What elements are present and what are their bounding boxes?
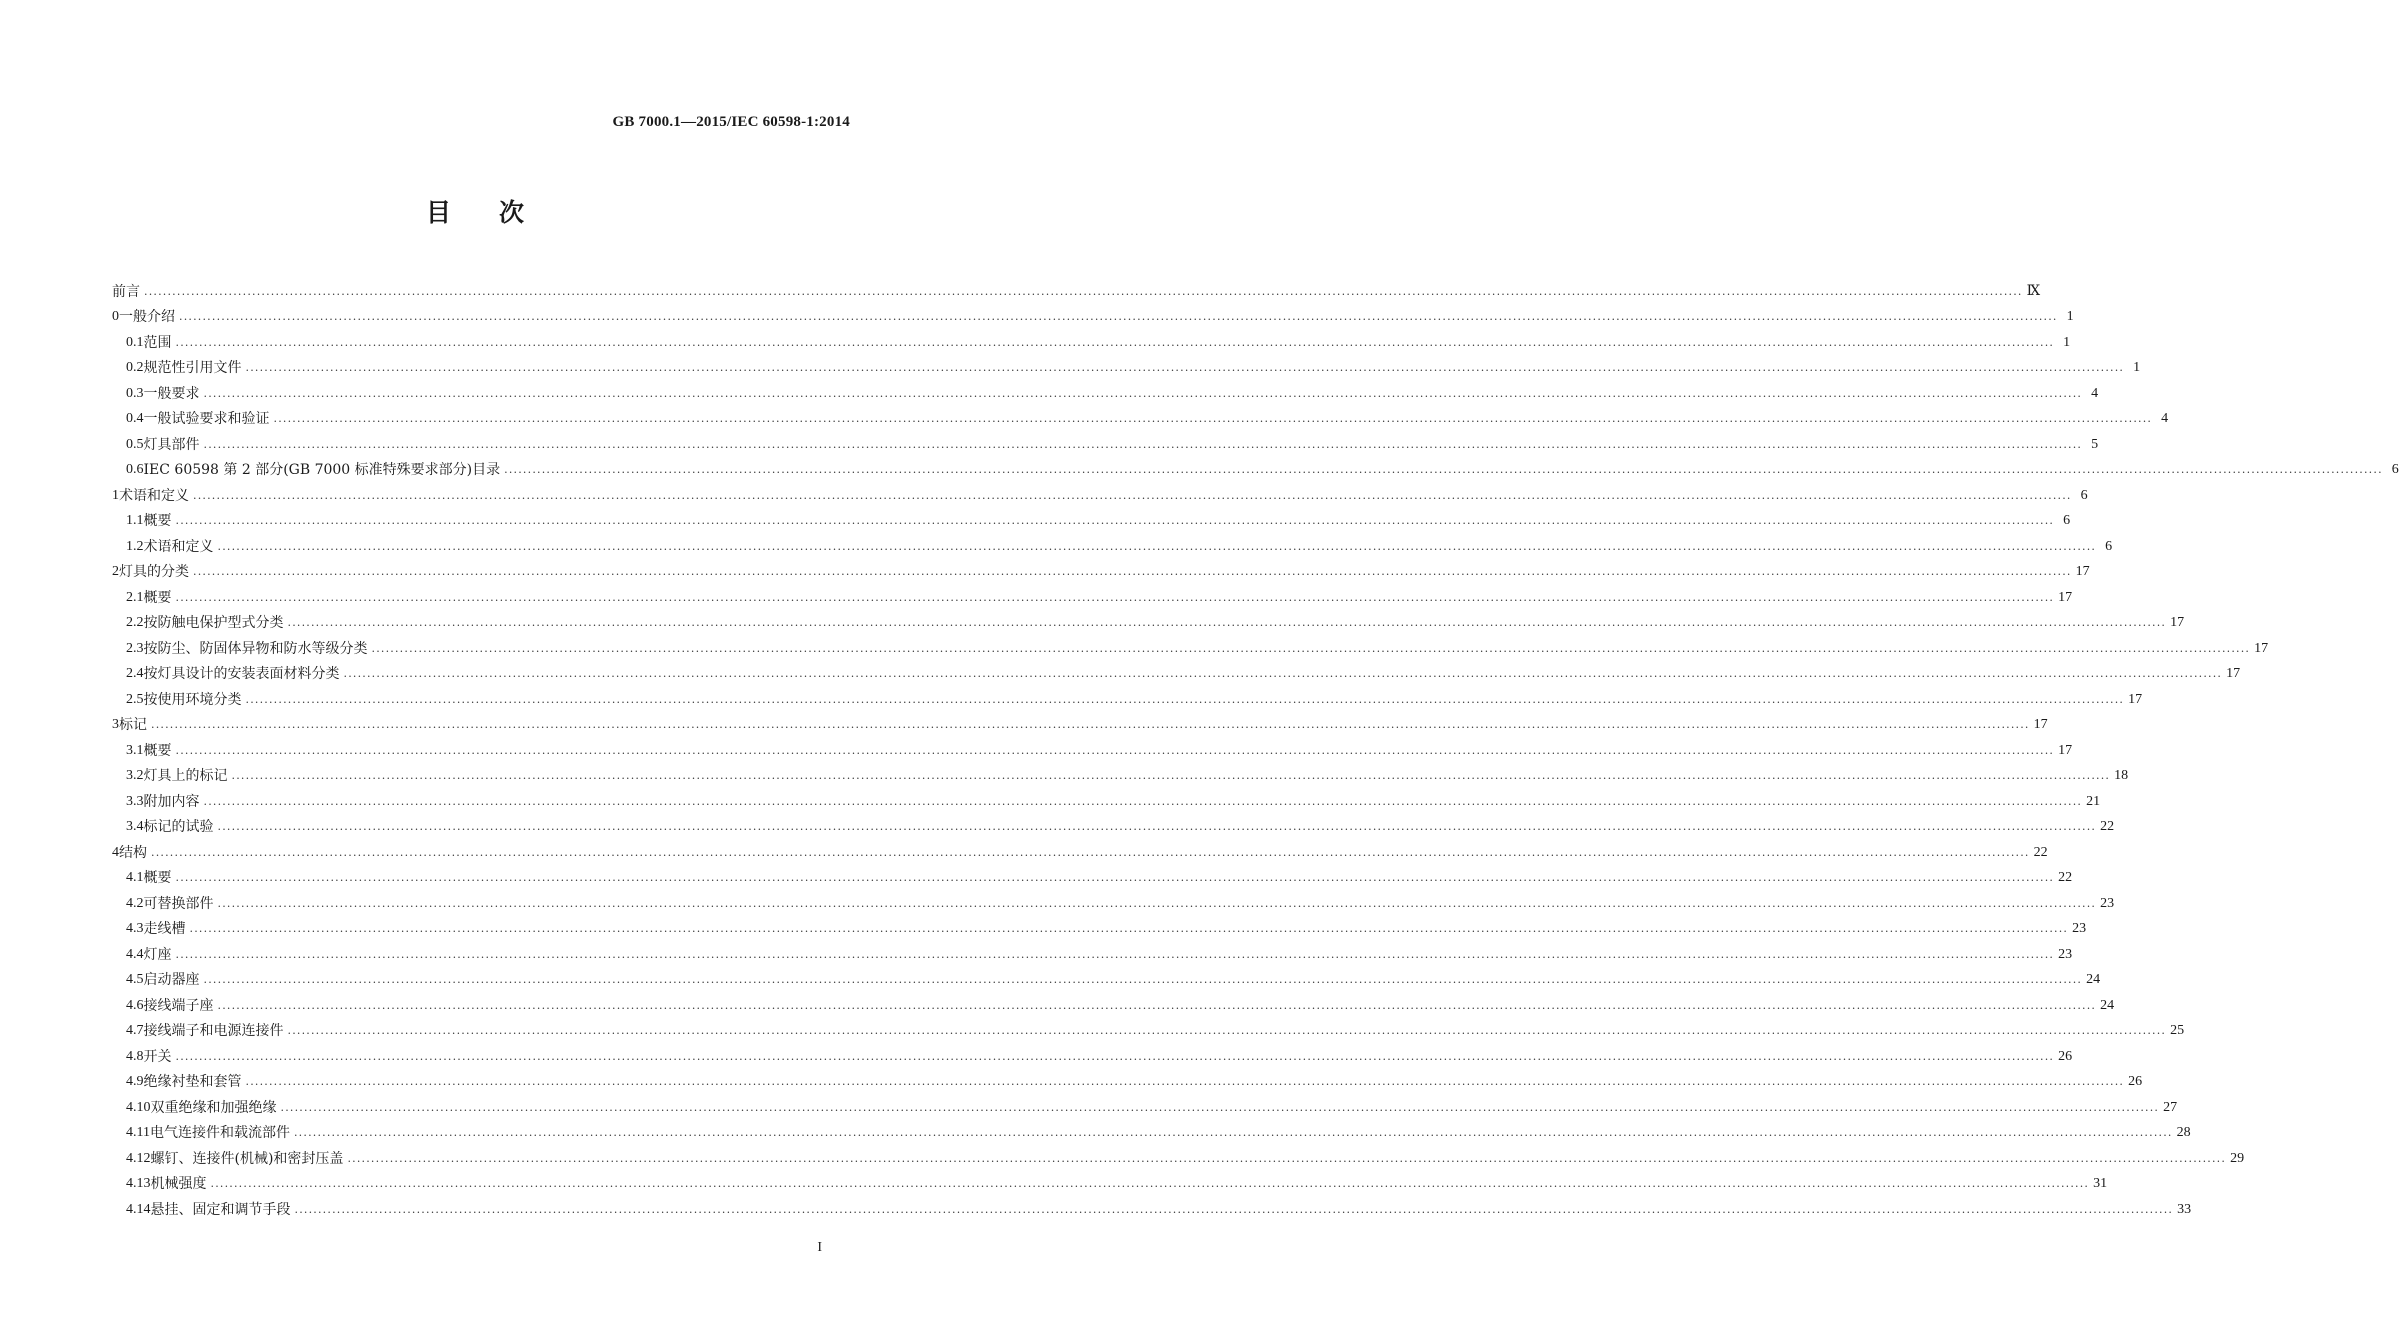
toc-entry-title: 接线端子和电源连接件 — [143, 1023, 284, 1039]
toc-entry-page: 23 — [2100, 895, 2115, 911]
toc-leader-dots: ................................................................................................................................................................................................................................................................................................................................................................................................................ — [343, 667, 2223, 680]
toc-entry-number: 4.10 — [126, 1099, 151, 1115]
toc-entry-title: 灯具部件 — [143, 436, 200, 453]
toc-entry[interactable] — [112, 326, 2071, 352]
toc-entry-number: 2.1 — [126, 589, 144, 605]
toc-leader-dots: ................................................................................................................................................................................................................................................................................................................................................................................................................ — [231, 769, 2111, 782]
toc-entry-number: 0.4 — [126, 411, 144, 426]
toc-entry-page: 17 — [2226, 666, 2241, 681]
toc-entry-number: 1.1 — [126, 513, 144, 528]
toc-entry-title: 标记 — [119, 717, 147, 733]
toc-entry-page: 21 — [2086, 793, 2101, 809]
toc-entry[interactable] — [112, 836, 2048, 862]
toc-entry[interactable] — [112, 1015, 2185, 1041]
toc-entry-number: 2.2 — [126, 615, 144, 630]
toc-entry[interactable] — [112, 530, 2113, 556]
toc-entry-page: 26 — [2058, 1048, 2073, 1064]
toc-entry-page: 6 — [2063, 513, 2071, 528]
toc-leader-dots: ................................................................................................................................................................................................................................................................................................................................................................................................................ — [175, 1049, 2055, 1063]
toc-entry-page: 25 — [2170, 1023, 2185, 1038]
toc-entry-number: 0.1 — [126, 334, 144, 350]
toc-leader-dots: ................................................................................................................................................................................................................................................................................................................................................................................................................ — [175, 871, 2055, 884]
toc-entry-title: 一般介绍 — [119, 309, 175, 325]
toc-entry-title: 结构 — [119, 844, 147, 861]
toc-leader-dots: ................................................................................................................................................................................................................................................................................................................................................................................................................ — [217, 539, 2097, 553]
toc-entry[interactable] — [112, 1168, 2108, 1194]
toc-leader-dots: ................................................................................................................................................................................................................................................................................................................................................................................................................ — [175, 947, 2055, 961]
toc-entry[interactable] — [112, 938, 2073, 964]
toc-leader-dots: ................................................................................................................................................................................................................................................................................................................................................................................................................ — [504, 463, 2383, 476]
toc-leader-dots: ................................................................................................................................................................................................................................................................................................................................................................................................................ — [193, 488, 2072, 502]
toc-entry-title: 术语和定义 — [143, 538, 214, 555]
toc-entry-title: 标记的试验 — [143, 819, 214, 835]
toc-entry[interactable] — [112, 556, 2090, 582]
toc-leader-dots: ................................................................................................................................................................................................................................................................................................................................................................................................................ — [217, 896, 2097, 910]
toc-entry-page: 17 — [2170, 615, 2185, 630]
toc-entry-title: 电气连接件和载流部件 — [149, 1125, 290, 1141]
toc-entry-page: 17 — [2058, 742, 2073, 758]
toc-entry-page: 1 — [2133, 360, 2141, 375]
toc-entry-title: 悬挂、固定和调节手段 — [150, 1201, 291, 1218]
toc-entry[interactable] — [112, 760, 2129, 786]
toc-entry-title: 一般要求 — [143, 385, 200, 402]
toc-entry-title: 灯具的分类 — [119, 564, 189, 580]
toc-leader-dots: ................................................................................................................................................................................................................................................................................................................................................................................................................ — [175, 514, 2055, 527]
toc-leader-dots: ................................................................................................................................................................................................................................................................................................................................................................................................................ — [210, 1177, 2090, 1190]
toc-entry[interactable] — [112, 403, 2169, 429]
toc-entry-title: 灯座 — [143, 946, 172, 963]
toc-entry[interactable] — [112, 658, 2241, 684]
toc-entry-title: 按使用环境分类 — [143, 691, 242, 708]
toc-entry-title: 一般试验要求和验证 — [143, 411, 270, 427]
toc-leader-dots: ................................................................................................................................................................................................................................................................................................................................................................................................................ — [203, 437, 2083, 451]
toc-entry[interactable] — [112, 785, 2101, 811]
toc-entry[interactable] — [112, 581, 2073, 607]
toc-entry-page: 24 — [2100, 997, 2115, 1013]
toc-leader-dots: ................................................................................................................................................................................................................................................................................................................................................................................................................ — [151, 718, 2030, 731]
toc-entry-page: 33 — [2177, 1201, 2192, 1217]
toc-entry-page: 22 — [2100, 819, 2115, 834]
toc-leader-dots: ................................................................................................................................................................................................................................................................................................................................................................................................................ — [217, 820, 2097, 833]
toc-entry-number: 4.7 — [126, 1023, 144, 1038]
footer-page-number: I — [817, 1240, 822, 1255]
toc-entry-page: 17 — [2254, 640, 2269, 656]
toc-leader-dots: ................................................................................................................................................................................................................................................................................................................................................................................................................ — [203, 973, 2083, 986]
toc-entry-number: 4.3 — [126, 921, 144, 936]
toc-entry-title: 可替换部件 — [143, 895, 214, 912]
toc-entry[interactable] — [112, 479, 2088, 505]
toc-entry-page: 1 — [2063, 334, 2071, 350]
toc-entry[interactable] — [112, 887, 2115, 913]
toc-entry-title: 范围 — [143, 334, 172, 351]
toc-entry[interactable] — [112, 709, 2048, 735]
toc-entry[interactable] — [112, 734, 2073, 760]
toc-entry-number: 4.2 — [126, 895, 144, 911]
toc-entry-title: 灯具上的标记 — [143, 768, 228, 784]
toc-leader-dots: ................................................................................................................................................................................................................................................................................................................................................................................................................ — [245, 361, 2125, 374]
toc-entry[interactable] — [112, 683, 2143, 709]
toc-leader-dots: ................................................................................................................................................................................................................................................................................................................................................................................................................ — [193, 565, 2072, 578]
toc-entry-title: 概要 — [143, 589, 172, 606]
toc-entry-number: 3 — [112, 717, 119, 732]
toc-leader-dots: ................................................................................................................................................................................................................................................................................................................................................................................................................ — [287, 616, 2167, 629]
toc-entry-number: 4.1 — [126, 870, 144, 885]
toc-entry-page: 31 — [2093, 1176, 2108, 1191]
toc-entry-number: 4.12 — [126, 1150, 151, 1166]
toc-entry-title: 走线槽 — [143, 921, 186, 937]
toc-entry-number: 4.6 — [126, 997, 144, 1013]
toc-entry-title: 螺钉、连接件(机械)和密封压盖 — [150, 1150, 344, 1167]
toc-entry-number: 0.5 — [126, 436, 144, 452]
toc-entry-number: 3.1 — [126, 742, 144, 758]
toc-entry[interactable] — [112, 428, 2099, 454]
toc-leader-dots: ................................................................................................................................................................................................................................................................................................................................................................................................................ — [189, 922, 2069, 935]
toc-entry-page: 6 — [2105, 538, 2113, 554]
toc-entry[interactable] — [112, 811, 2115, 837]
toc-entry-title: 启动器座 — [143, 972, 200, 988]
toc-entry-page: 17 — [2058, 589, 2073, 605]
toc-leader-dots: ................................................................................................................................................................................................................................................................................................................................................................................................................ — [280, 1100, 2160, 1114]
toc-entry-number: 3.2 — [126, 768, 144, 783]
toc-entry[interactable] — [112, 1040, 2073, 1066]
toc-entry[interactable] — [112, 505, 2071, 531]
toc-leader-dots: ................................................................................................................................................................................................................................................................................................................................................................................................................ — [293, 1126, 2173, 1139]
toc-entry[interactable] — [112, 989, 2115, 1015]
toc-entry-title: 绝缘衬垫和套管 — [143, 1074, 242, 1090]
toc-entry-page: 4 — [2091, 385, 2099, 401]
toc-leader-dots: ................................................................................................................................................................................................................................................................................................................................................................................................................ — [371, 641, 2251, 655]
toc-leader-dots: ................................................................................................................................................................................................................................................................................................................................................................................................................ — [175, 335, 2055, 349]
toc-entry-title: 双重绝缘和加强绝缘 — [150, 1099, 277, 1116]
toc-entry-number: 2.4 — [126, 666, 144, 681]
toc-entry[interactable] — [112, 301, 2074, 327]
page-title — [0, 193, 950, 229]
toc-entry-page: 24 — [2086, 972, 2101, 987]
toc-entry-title: IEC 60598 第 2 部分(GB 7000 标准特殊要求部分)目录 — [143, 462, 501, 478]
toc-entry-page: 18 — [2114, 768, 2129, 783]
toc-entry-page: 27 — [2163, 1099, 2178, 1115]
toc-entry-page: 6 — [2391, 462, 2399, 477]
toc-entry-number: 2 — [112, 564, 119, 579]
toc-entry[interactable] — [112, 275, 2041, 301]
toc-leader-dots: ................................................................................................................................................................................................................................................................................................................................................................................................................ — [151, 845, 2030, 859]
toc-entry[interactable] — [112, 607, 2185, 633]
toc-entry-title: 前言 — [112, 283, 140, 300]
toc-leader-dots: ................................................................................................................................................................................................................................................................................................................................................................................................................ — [203, 794, 2083, 808]
toc-entry-number: 1.2 — [126, 538, 144, 554]
toc-entry-number: 4 — [112, 844, 119, 860]
toc-entry-page: 28 — [2176, 1125, 2191, 1140]
toc-entry[interactable] — [112, 352, 2141, 378]
toc-entry-title: 概要 — [143, 513, 172, 529]
toc-leader-dots: ................................................................................................................................................................................................................................................................................................................................................................................................................ — [273, 412, 2153, 425]
toc-entry-number: 4.9 — [126, 1074, 144, 1089]
toc-entry-page: 4 — [2161, 411, 2169, 426]
table-of-contents — [112, 275, 2399, 1219]
toc-entry[interactable] — [112, 964, 2101, 990]
toc-entry-number: 0.2 — [126, 360, 144, 375]
toc-entry[interactable] — [112, 1117, 2191, 1143]
toc-entry[interactable] — [112, 454, 2399, 480]
toc-entry-page: 17 — [2128, 691, 2143, 707]
toc-entry-page: 22 — [2033, 844, 2048, 860]
toc-entry-number: 4.4 — [126, 946, 144, 962]
toc-entry[interactable] — [112, 1142, 2245, 1168]
toc-entry-number: 3.4 — [126, 819, 144, 834]
toc-entry-title: 开关 — [143, 1048, 172, 1065]
toc-entry-page: 23 — [2058, 946, 2073, 962]
toc-entry[interactable] — [112, 1091, 2178, 1117]
page-title-char-1: 目 — [425, 198, 451, 227]
toc-leader-dots: ................................................................................................................................................................................................................................................................................................................................................................................................................ — [294, 1202, 2174, 1216]
toc-entry-page: 1 — [2066, 309, 2074, 324]
toc-entry-page: 5 — [2091, 436, 2099, 452]
toc-entry-title: 接线端子座 — [143, 997, 214, 1014]
toc-entry-title: 机械强度 — [150, 1176, 207, 1192]
standard-number: GB 7000.1—2015/IEC 60598-1:2014 — [612, 114, 850, 130]
toc-entry-page: 6 — [2080, 487, 2088, 503]
toc-entry-title: 按防触电保护型式分类 — [143, 615, 284, 631]
toc-entry-page: 22 — [2058, 870, 2073, 885]
toc-entry[interactable] — [112, 913, 2087, 939]
toc-entry-number: 4.8 — [126, 1048, 144, 1064]
toc-entry-page: 17 — [2033, 717, 2048, 732]
toc-entry[interactable] — [112, 632, 2269, 658]
toc-leader-dots: ................................................................................................................................................................................................................................................................................................................................................................................................................ — [347, 1151, 2227, 1165]
toc-entry-title: 规范性引用文件 — [143, 360, 242, 376]
toc-entry[interactable] — [112, 1193, 2192, 1219]
toc-entry-page: Ⅸ — [2026, 283, 2041, 299]
toc-entry[interactable] — [112, 1066, 2143, 1092]
toc-entry-number: 4.5 — [126, 972, 144, 987]
toc-leader-dots: ................................................................................................................................................................................................................................................................................................................................................................................................................ — [175, 743, 2055, 757]
toc-entry-title: 按灯具设计的安装表面材料分类 — [143, 666, 340, 682]
toc-entry-title: 概要 — [143, 742, 172, 759]
toc-leader-dots: ................................................................................................................................................................................................................................................................................................................................................................................................................ — [179, 310, 2058, 323]
toc-leader-dots: ................................................................................................................................................................................................................................................................................................................................................................................................................ — [175, 590, 2055, 604]
toc-entry-number: 4.14 — [126, 1201, 151, 1217]
toc-entry-page: 17 — [2075, 564, 2090, 579]
toc-entry-page: 26 — [2128, 1074, 2143, 1089]
toc-leader-dots: ................................................................................................................................................................................................................................................................................................................................................................................................................ — [144, 284, 2023, 298]
toc-entry-number: 0 — [112, 309, 119, 324]
toc-entry-number: 4.11 — [126, 1125, 150, 1140]
toc-entry[interactable] — [112, 862, 2073, 888]
toc-leader-dots: ................................................................................................................................................................................................................................................................................................................................................................................................................ — [245, 692, 2125, 706]
toc-leader-dots: ................................................................................................................................................................................................................................................................................................................................................................................................................ — [203, 386, 2083, 400]
toc-entry-page: 23 — [2072, 921, 2087, 936]
toc-entry-title: 附加内容 — [143, 793, 200, 810]
toc-entry-title: 术语和定义 — [119, 487, 189, 504]
toc-entry-number: 0.6 — [126, 462, 144, 477]
toc-leader-dots: ................................................................................................................................................................................................................................................................................................................................................................................................................ — [287, 1024, 2167, 1037]
toc-entry[interactable] — [112, 377, 2099, 403]
toc-leader-dots: ................................................................................................................................................................................................................................................................................................................................................................................................................ — [217, 998, 2097, 1012]
toc-leader-dots: ................................................................................................................................................................................................................................................................................................................................................................................................................ — [245, 1075, 2125, 1088]
toc-entry-title: 概要 — [143, 870, 172, 886]
page-title-char-2: 次 — [499, 198, 525, 227]
toc-entry-number: 0.3 — [126, 385, 144, 401]
toc-entry-number: 2.5 — [126, 691, 144, 707]
toc-entry-title: 按防尘、防固体异物和防水等级分类 — [143, 640, 368, 657]
toc-entry-page: 29 — [2230, 1150, 2245, 1166]
toc-entry-number: 2.3 — [126, 640, 144, 656]
toc-entry-number: 4.13 — [126, 1176, 151, 1191]
toc-entry-number: 3.3 — [126, 793, 144, 809]
toc-entry-number: 1 — [112, 487, 119, 503]
